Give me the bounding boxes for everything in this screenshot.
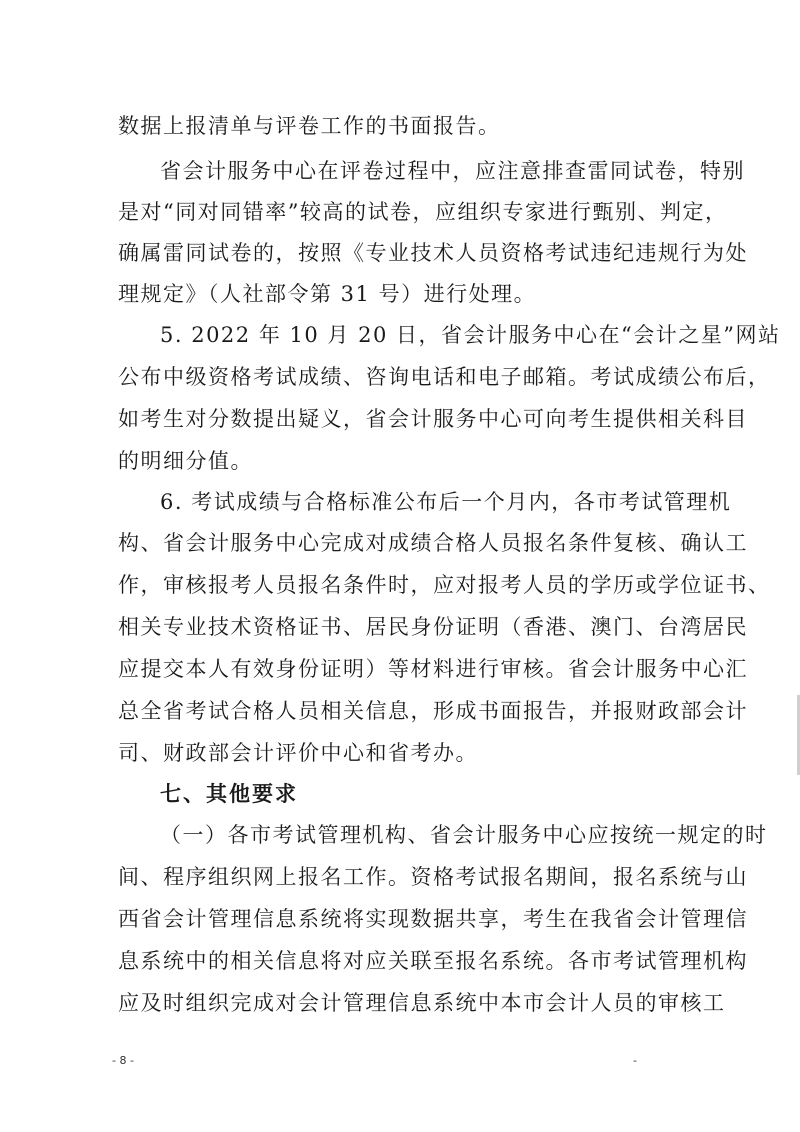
text-line: 应提交本人有效身份证明）等材料进行审核。省会计服务中心汇 [118, 657, 748, 681]
page-number: - 8 - [112, 1054, 134, 1067]
text-line: 公布中级资格考试成绩、咨询电话和电子邮箱。考试成绩公布后， [118, 365, 771, 389]
text-line: 作，审核报考人员报名条件时，应对报考人员的学历或学位证书、 [118, 573, 771, 597]
section-heading: 七、其他要求 [160, 782, 298, 806]
text-line: 应及时组织完成对会计管理信息系统中本市会计人员的审核工 [118, 991, 726, 1015]
text-line: 6. 考试成绩与合格标准公布后一个月内，各市考试管理机 [160, 490, 732, 514]
text-line: 相关专业技术资格证书、居民身份证明（香港、澳门、台湾居民 [118, 615, 748, 639]
text-line: 构、省会计服务中心完成对成绩合格人员报名条件复核、确认工 [118, 531, 748, 555]
text-line: （一）各市考试管理机构、省会计服务中心应按统一规定的时 [160, 823, 768, 847]
text-line: 总全省考试合格人员相关信息，形成书面报告，并报财政部会计 [118, 699, 748, 723]
text-line: 司、财政部会计评价中心和省考办。 [118, 741, 478, 765]
text-line: 是对“同对同错率”较高的试卷，应组织专家进行甄别、判定， [118, 200, 728, 224]
footer-mark: - [633, 1054, 637, 1067]
text-line: 省会计服务中心在评卷过程中，应注意排查雷同试卷，特别 [160, 159, 745, 183]
text-line: 息系统中的相关信息将对应关联至报名系统。各市考试管理机构 [118, 949, 748, 973]
text-line: 理规定》（人社部令第 31 号）进行处理。 [118, 282, 537, 306]
text-line: 数据上报清单与评卷工作的书面报告。 [118, 114, 501, 138]
text-line: 间、程序组织网上报名工作。资格考试报名期间，报名系统与山 [118, 865, 748, 889]
text-line: 确属雷同试卷的，按照《专业技术人员资格考试违纪违规行为处 [118, 241, 748, 265]
text-line: 5. 2022 年 10 月 20 日，省会计服务中心在“会计之星”网站 [160, 323, 781, 347]
text-line: 西省会计管理信息系统将实现数据共享，考生在我省会计管理信 [118, 907, 748, 931]
text-line: 的明细分值。 [118, 449, 253, 473]
text-line: 如考生对分数提出疑义，省会计服务中心可向考生提供相关科目 [118, 407, 748, 431]
